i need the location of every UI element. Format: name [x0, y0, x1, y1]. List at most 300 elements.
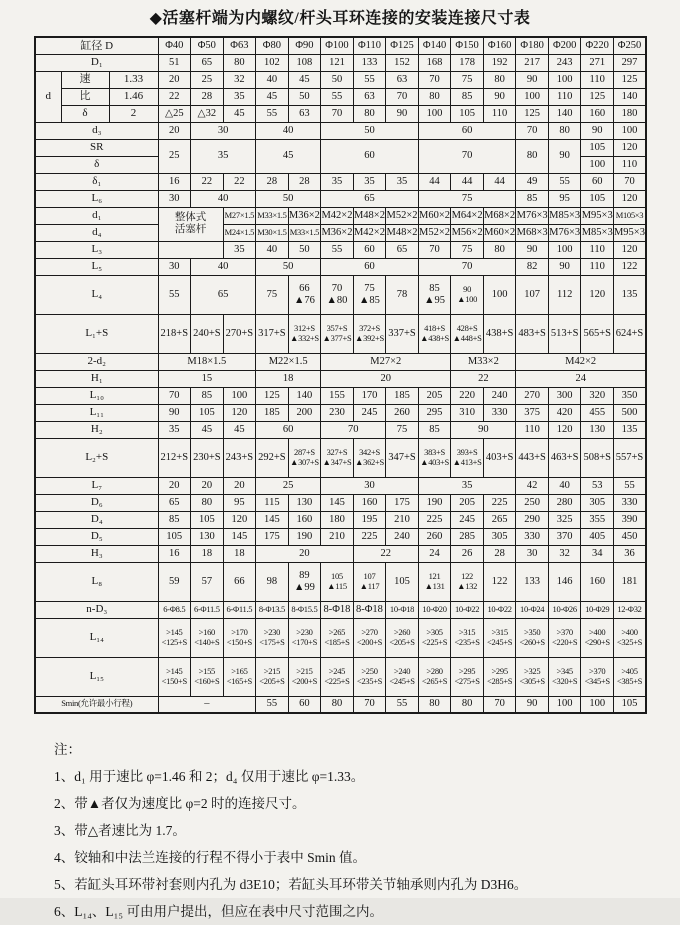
- table-cell: 70: [353, 696, 386, 713]
- table-cell: 75: [451, 241, 484, 258]
- table-row: [35, 224, 646, 241]
- table-cell: 55: [548, 173, 581, 190]
- row-label: SR: [35, 139, 158, 156]
- table-cell: 245: [353, 404, 386, 421]
- table-cell: [321, 618, 354, 657]
- table-cell: [353, 438, 386, 477]
- table-cell: 90: [451, 421, 516, 438]
- table-cell: 18: [191, 545, 224, 562]
- row-label: 1.33: [109, 71, 158, 88]
- cell-line: <275+S: [454, 675, 480, 686]
- table-cell: 44: [418, 173, 451, 190]
- table-cell: 152: [386, 54, 419, 71]
- row-label: L₄: [35, 275, 158, 314]
- cell-line: >245: [328, 665, 346, 676]
- row-label: L₁₀: [35, 387, 158, 404]
- table-cell: Φ125: [386, 37, 419, 54]
- table-cell: 28: [483, 545, 516, 562]
- cell-line: >260: [393, 626, 411, 637]
- table-cell: 50: [321, 122, 419, 139]
- table-cell: 42: [516, 477, 549, 494]
- table-cell: 70: [418, 71, 451, 88]
- table-cell: 55: [256, 105, 289, 122]
- table-cell: 317+S: [256, 314, 289, 353]
- table-cell: Φ250: [613, 37, 646, 54]
- table-cell: 78: [386, 275, 419, 314]
- table-cell: 217: [516, 54, 549, 71]
- cell-line: <290+S: [584, 636, 610, 647]
- row-label: L₃: [35, 241, 158, 258]
- cell-line: 70: [331, 282, 343, 294]
- table-cell: [386, 657, 419, 696]
- table-cell: –: [158, 696, 256, 713]
- row-label: d₃: [35, 122, 158, 139]
- table-cell: 105: [158, 528, 191, 545]
- table-cell: 35: [418, 477, 516, 494]
- table-row: [35, 404, 646, 421]
- table-cell: M36×2: [288, 207, 321, 224]
- cell-line: >160: [198, 626, 215, 637]
- table-cell: 624+S: [613, 314, 646, 353]
- table-cell: [256, 657, 289, 696]
- cell-line: <305+S: [519, 675, 545, 686]
- table-row: [35, 657, 646, 696]
- table-cell: 190: [288, 528, 321, 545]
- table-cell: 26: [451, 545, 484, 562]
- table-row: [35, 54, 646, 71]
- table-cell: 175: [386, 494, 419, 511]
- table-cell: 35: [191, 139, 256, 173]
- table-cell: 192: [483, 54, 516, 71]
- table-cell: 112: [548, 275, 581, 314]
- table-row: [35, 562, 646, 601]
- table-cell: [288, 275, 321, 314]
- row-label: L₁₁: [35, 404, 158, 421]
- note-item: 4、铰轴和中法兰连接的行程不得小于表中 Smin 值。: [54, 850, 367, 865]
- table-cell: 16: [158, 545, 191, 562]
- table-cell: [548, 657, 581, 696]
- table-cell: 120: [581, 275, 614, 314]
- table-cell: 44: [483, 173, 516, 190]
- table-cell: 102: [256, 54, 289, 71]
- table-cell: 49: [516, 173, 549, 190]
- row-label: L₇: [35, 477, 158, 494]
- table-cell: 30: [158, 258, 191, 275]
- table-cell: 20: [158, 122, 191, 139]
- table-cell: M30×1.5: [256, 224, 289, 241]
- table-row: [35, 105, 646, 122]
- table-cell: [158, 618, 191, 657]
- table-cell: 355: [581, 511, 614, 528]
- table-cell: 170: [353, 387, 386, 404]
- table-cell: 130: [288, 494, 321, 511]
- table-cell: 60: [321, 258, 419, 275]
- table-cell: 98: [256, 562, 289, 601]
- table-cell: 90: [548, 258, 581, 275]
- table-cell: 30: [321, 477, 419, 494]
- table-cell: [321, 562, 354, 601]
- cell-line: 428+S: [456, 322, 478, 333]
- table-cell: 70: [483, 696, 516, 713]
- table-cell: 80: [516, 139, 549, 173]
- table-cell: 110: [581, 241, 614, 258]
- table-cell: M42×2: [321, 207, 354, 224]
- table-cell: Φ160: [483, 37, 516, 54]
- table-cell: 44: [451, 173, 484, 190]
- table-cell: M60×2: [418, 207, 451, 224]
- table-cell: 20: [223, 477, 256, 494]
- table-cell: Φ63: [223, 37, 256, 54]
- table-row: [35, 601, 646, 618]
- row-label: 2-d₂: [35, 353, 158, 370]
- table-cell: 66: [223, 562, 256, 601]
- table-cell: 297: [613, 54, 646, 71]
- table-cell: [516, 657, 549, 696]
- table-cell: Φ80: [256, 37, 289, 54]
- table-cell: 50: [321, 71, 354, 88]
- table-cell: [191, 657, 224, 696]
- cell-line: ▲448+S: [452, 332, 482, 343]
- table-cell: 260: [418, 528, 451, 545]
- dimension-table: [34, 36, 647, 714]
- table-row: [35, 37, 646, 54]
- table-cell: [613, 618, 646, 657]
- table-cell: 20: [256, 545, 354, 562]
- table-body: [35, 37, 646, 713]
- table-cell: 220: [451, 387, 484, 404]
- table-cell: 45: [288, 71, 321, 88]
- table-cell: [353, 562, 386, 601]
- table-cell: 180: [321, 511, 354, 528]
- table-cell: 30: [191, 122, 256, 139]
- cell-line: >315: [491, 626, 508, 637]
- table-cell: M60×2: [483, 224, 516, 241]
- row-label: L₈: [35, 562, 158, 601]
- table-cell: 305: [483, 528, 516, 545]
- table-cell: 60: [581, 173, 614, 190]
- table-row: [35, 190, 646, 207]
- table-cell: Φ110: [353, 37, 386, 54]
- cell-line: 121: [428, 570, 441, 581]
- table-cell: 28: [288, 173, 321, 190]
- table-cell: 90: [516, 241, 549, 258]
- table-cell: △25: [158, 105, 191, 122]
- table-cell: 212+S: [158, 438, 191, 477]
- table-cell: 130: [581, 421, 614, 438]
- cell-line: >280: [426, 665, 443, 676]
- table-cell: 28: [256, 173, 289, 190]
- table-cell: 63: [353, 88, 386, 105]
- table-cell: 45: [223, 421, 256, 438]
- cell-line: ▲80: [326, 294, 348, 306]
- table-cell: [288, 314, 321, 353]
- table-cell: [158, 207, 223, 241]
- table-cell: 30: [516, 545, 549, 562]
- table-cell: 190: [418, 494, 451, 511]
- table-cell: [191, 618, 224, 657]
- table-cell: 90: [483, 88, 516, 105]
- cell-line: >350: [523, 626, 541, 637]
- cell-line: >400: [589, 626, 606, 637]
- table-cell: 450: [613, 528, 646, 545]
- table-row: [35, 207, 646, 224]
- table-cell: 25: [158, 139, 191, 173]
- notes: [54, 736, 654, 925]
- table-cell: 30: [158, 190, 191, 207]
- table-cell: 45: [256, 88, 289, 105]
- cell-line: >400: [621, 626, 638, 637]
- table-cell: 60: [353, 241, 386, 258]
- table-cell: 508+S: [581, 438, 614, 477]
- table-row: [35, 173, 646, 190]
- table-cell: 90: [581, 122, 614, 139]
- table-row: [35, 241, 646, 258]
- table-cell: 337+S: [386, 314, 419, 353]
- cell-line: >305: [426, 626, 443, 637]
- table-cell: [353, 618, 386, 657]
- cell-line: <245+S: [486, 636, 513, 647]
- table-cell: 250: [516, 494, 549, 511]
- table-cell: 22: [353, 545, 418, 562]
- table-cell: M42×2: [353, 224, 386, 241]
- table-cell: [451, 657, 484, 696]
- table-cell: 36: [613, 545, 646, 562]
- table-cell: 90: [158, 404, 191, 421]
- cell-line: <160+S: [194, 675, 220, 686]
- row-label: L₂+S: [35, 438, 158, 477]
- table-cell: 85: [418, 421, 451, 438]
- table-cell: M48×2: [353, 207, 386, 224]
- table-cell: M56×2: [451, 224, 484, 241]
- table-cell: 347+S: [386, 438, 419, 477]
- table-cell: M76×3: [548, 224, 581, 241]
- table-cell: 35: [223, 88, 256, 105]
- table-cell: 330: [483, 404, 516, 421]
- table-cell: 20: [321, 370, 451, 387]
- cell-line: <175+S: [259, 636, 285, 647]
- row-label: d: [35, 71, 61, 122]
- table-cell: 225: [353, 528, 386, 545]
- table-cell: 100: [548, 71, 581, 88]
- cell-line: >315: [458, 626, 476, 637]
- table-row: [35, 122, 646, 139]
- table-cell: 270+S: [223, 314, 256, 353]
- table-row: [35, 545, 646, 562]
- table-cell: 300: [548, 387, 581, 404]
- table-cell: 57: [191, 562, 224, 601]
- row-label: d₁: [35, 207, 158, 224]
- row-label: d₄: [35, 224, 158, 241]
- table-cell: M42×2: [516, 353, 646, 370]
- table-cell: 105: [191, 511, 224, 528]
- table-cell: 230: [321, 404, 354, 421]
- table-cell: 325: [548, 511, 581, 528]
- table-cell: 70: [321, 105, 354, 122]
- table-cell: 122: [483, 562, 516, 601]
- table-cell: 330: [516, 528, 549, 545]
- table-cell: 125: [613, 71, 646, 88]
- table-cell: 438+S: [483, 314, 516, 353]
- table-cell: 55: [386, 696, 419, 713]
- table-cell: 24: [418, 545, 451, 562]
- table-cell: M85×3: [548, 207, 581, 224]
- table-cell: 205: [418, 387, 451, 404]
- table-cell: [321, 314, 354, 353]
- cell-line: ▲117: [359, 580, 380, 591]
- table-cell: [613, 657, 646, 696]
- cell-line: 活塞杆: [174, 224, 207, 235]
- cell-line: 89: [299, 569, 310, 581]
- table-cell: 80: [418, 696, 451, 713]
- cell-line: ▲85: [359, 294, 380, 306]
- table-cell: 80: [191, 494, 224, 511]
- table-row: [35, 528, 646, 545]
- table-cell: 100: [581, 156, 614, 173]
- table-cell: [418, 562, 451, 601]
- table-cell: 133: [353, 54, 386, 71]
- table-cell: [321, 438, 354, 477]
- table-cell: 245: [451, 511, 484, 528]
- cell-line: >165: [231, 665, 248, 676]
- row-label: D₅: [35, 528, 158, 545]
- table-cell: 95: [223, 494, 256, 511]
- cell-line: <150+S: [161, 675, 187, 686]
- table-cell: 40: [256, 122, 321, 139]
- table-cell: M36×2: [321, 224, 354, 241]
- table-row: [35, 618, 646, 657]
- table-cell: [353, 314, 386, 353]
- cell-line: ▲131: [424, 580, 445, 591]
- cell-line: 整体式: [174, 212, 207, 224]
- table-cell: 105: [581, 190, 614, 207]
- table-cell: [483, 657, 516, 696]
- table-cell: 45: [191, 421, 224, 438]
- table-cell: 140: [288, 387, 321, 404]
- table-cell: [288, 438, 321, 477]
- cell-line: >325: [523, 665, 541, 676]
- table-cell: 63: [288, 105, 321, 122]
- table-cell: [288, 657, 321, 696]
- note-item: 1、d₁ 用于速比 φ=1.46 和 2；d₄ 仅用于速比 φ=1.33。: [54, 769, 365, 784]
- cell-line: >345: [556, 665, 573, 676]
- table-cell: [321, 657, 354, 696]
- note-item: 3、带△者速比为 1.7。: [54, 823, 186, 838]
- row-label: 缸径 D: [35, 37, 158, 54]
- table-cell: M105×3: [613, 207, 646, 224]
- cell-line: <325+S: [616, 636, 643, 647]
- cell-line: <285+S: [486, 675, 513, 686]
- table-cell: 35: [158, 421, 191, 438]
- table-cell: 90: [516, 696, 549, 713]
- table-cell: 145: [223, 528, 256, 545]
- table-cell: 110: [581, 258, 614, 275]
- table-cell: 8-Φ18: [321, 601, 354, 618]
- cell-line: >215: [263, 665, 281, 676]
- table-cell: Φ150: [451, 37, 484, 54]
- table-cell: [451, 438, 484, 477]
- table-row: [35, 696, 646, 713]
- table-cell: 75: [451, 71, 484, 88]
- table-cell: 125: [516, 105, 549, 122]
- cell-line: 393+S: [456, 446, 478, 457]
- table-cell: 65: [191, 54, 224, 71]
- table-cell: 195: [353, 511, 386, 528]
- table-cell: 80: [483, 241, 516, 258]
- table-row: [35, 494, 646, 511]
- table-cell: 120: [223, 404, 256, 421]
- table-cell: 105: [191, 404, 224, 421]
- table-cell: [256, 618, 289, 657]
- table-cell: 125: [581, 88, 614, 105]
- table-cell: 270: [516, 387, 549, 404]
- table-cell: 90: [516, 71, 549, 88]
- table-cell: 8-Φ18: [353, 601, 386, 618]
- table-cell: 100: [418, 105, 451, 122]
- cell-line: <200+S: [356, 636, 383, 647]
- table-cell: 20: [158, 71, 191, 88]
- cell-line: ▲100: [457, 293, 478, 304]
- cell-line: 342+S: [359, 446, 380, 457]
- table-cell: 285: [451, 528, 484, 545]
- table-cell: 75: [256, 275, 289, 314]
- row-label: L₁₄: [35, 618, 158, 657]
- table-cell: 22: [158, 88, 191, 105]
- cell-line: <220+S: [552, 636, 578, 647]
- table-cell: 292+S: [256, 438, 289, 477]
- table-cell: 40: [191, 258, 256, 275]
- table-cell: 305: [581, 494, 614, 511]
- table-cell: 160: [581, 105, 614, 122]
- table-row: [35, 139, 646, 156]
- cell-line: ▲307+S: [289, 456, 319, 467]
- table-cell: 120: [223, 511, 256, 528]
- table-row: [35, 387, 646, 404]
- cell-line: <200+S: [291, 675, 318, 686]
- table-cell: 122: [613, 258, 646, 275]
- table-cell: 70: [158, 387, 191, 404]
- table-cell: 85: [158, 511, 191, 528]
- table-cell: 35: [386, 173, 419, 190]
- table-cell: 80: [353, 105, 386, 122]
- table-cell: 70: [418, 139, 516, 173]
- cell-line: <150+S: [226, 636, 252, 647]
- table-cell: 115: [256, 494, 289, 511]
- table-cell: [288, 562, 321, 601]
- table-cell: 85: [191, 387, 224, 404]
- cell-line: 66: [299, 282, 310, 294]
- table-cell: 443+S: [516, 438, 549, 477]
- cell-line: >295: [458, 665, 476, 676]
- table-row: [35, 438, 646, 477]
- row-label: 速: [61, 71, 109, 88]
- table-cell: 60: [321, 139, 419, 173]
- table-row: [35, 88, 646, 105]
- table-cell: [581, 657, 614, 696]
- table-cell: 160: [581, 562, 614, 601]
- table-cell: M68×3: [516, 224, 549, 241]
- cell-line: 287+S: [294, 446, 315, 457]
- cell-line: ▲413+S: [452, 456, 482, 467]
- table-cell: 8-Φ15.5: [288, 601, 321, 618]
- table-cell: [223, 657, 256, 696]
- table-cell: 200: [288, 404, 321, 421]
- table-cell: 20: [191, 477, 224, 494]
- row-label: D₁: [35, 54, 158, 71]
- table-cell: 243+S: [223, 438, 256, 477]
- table-cell: [353, 657, 386, 696]
- cell-line: <225+S: [324, 675, 350, 686]
- table-cell: 90: [386, 105, 419, 122]
